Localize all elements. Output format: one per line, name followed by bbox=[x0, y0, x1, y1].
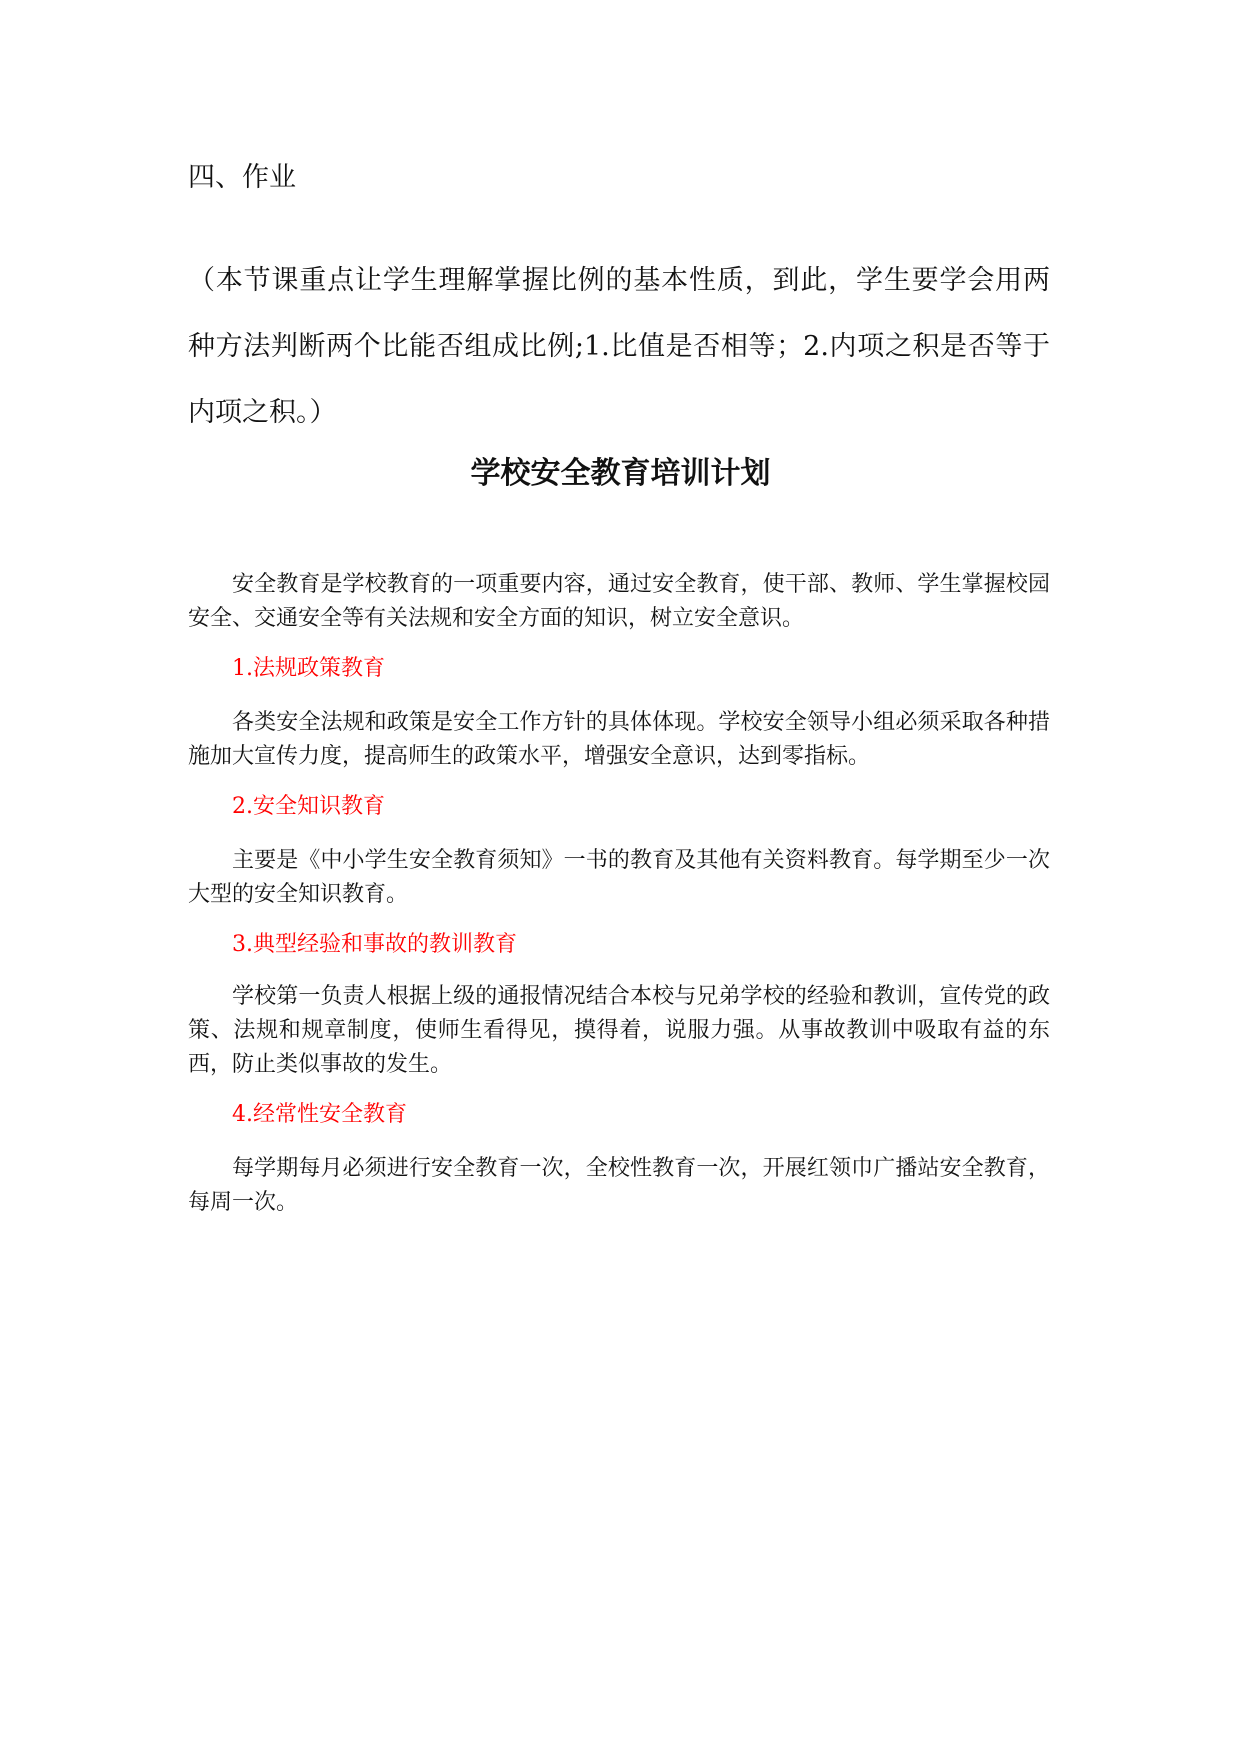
section-body-2: 主要是《中小学生安全教育须知》一书的教育及其他有关资料教育。每学期至少一次大型的安全知识教育。 bbox=[188, 848, 1050, 907]
section-heading-2: 2.安全知识教育 bbox=[232, 794, 385, 819]
section-body-4: 每学期每月必须进行安全教育一次，全校性教育一次，开展红领巾广播站安全教育，每周一次。 bbox=[188, 1156, 1050, 1215]
document-title: 学校安全教育培训计划 bbox=[470, 456, 771, 491]
homework-heading: 四、作业 bbox=[188, 162, 296, 193]
section-heading-1: 1.法规政策教育 bbox=[232, 656, 385, 681]
section-body-1: 各类安全法规和政策是安全工作方针的具体体现。学校安全领导小组必须采取各种措施加大宣传力度，提高师生的政策水平，增强安全意识，达到零指标。 bbox=[188, 710, 1050, 769]
section-body-3: 学校第一负责人根据上级的通报情况结合本校与兄弟学校的经验和教训，宣传党的政策、法规和规章制度，使师生看得见，摸得着，说服力强。从事故教训中吸取有益的东西，防止类似事故的发生。 bbox=[188, 984, 1050, 1077]
intro-paragraph: 安全教育是学校教育的一项重要内容，通过安全教育，使干部、教师、学生掌握校园安全、交通安全等有关法规和安全方面的知识，树立安全意识。 bbox=[188, 572, 1050, 631]
section-heading-3: 3.典型经验和事故的教训教育 bbox=[232, 932, 517, 957]
homework-note: （本节课重点让学生理解掌握比例的基本性质，到此，学生要学会用两种方法判断两个比能否组成比例;1.比值是否相等；2.内项之积是否等于内项之积。） bbox=[188, 265, 1050, 428]
section-heading-4: 4.经常性安全教育 bbox=[232, 1102, 407, 1127]
